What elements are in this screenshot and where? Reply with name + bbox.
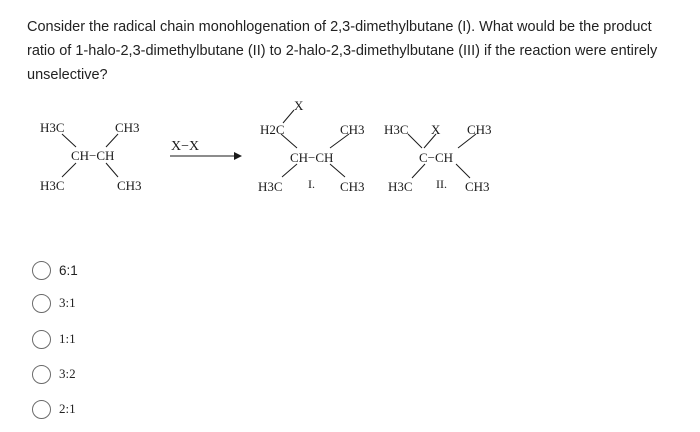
product1-top-right: CH3 [340, 122, 365, 137]
product1-bottom-right: CH3 [340, 179, 365, 194]
product1-bottom-left: H3C [258, 179, 283, 194]
reactant-center: CH−CH [71, 148, 115, 163]
reaction-scheme [0, 92, 700, 222]
reactant-bottom-right: CH3 [117, 178, 142, 193]
choice-label: 3:2 [59, 366, 76, 381]
reactant-top-left: H3C [40, 120, 65, 135]
product2-top-left: H3C [384, 122, 409, 137]
radio-button[interactable] [32, 294, 51, 313]
choice-option-3[interactable] [32, 327, 76, 351]
product1-top-left: H2C [260, 122, 285, 137]
reagent-label: X−X [171, 139, 200, 154]
choice-label: 6:1 [59, 262, 78, 278]
product2-label: II. [436, 177, 447, 191]
product2-bottom-right: CH3 [465, 179, 490, 194]
radio-button[interactable] [32, 330, 51, 349]
product2-top-right: CH3 [467, 122, 492, 137]
product1-center: CH−CH [290, 150, 334, 165]
choice-label: 3:1 [59, 295, 76, 310]
choice-option-2[interactable] [32, 291, 76, 315]
reactant-bottom-left: H3C [40, 178, 65, 193]
choice-label: 2:1 [59, 401, 76, 416]
product1-halogen: X [294, 98, 304, 113]
question-text: Consider the radical chain monohlogenation of 2,3-dimethylbutane (I). What would be the product ratio of 1-halo-2,3-dimethylbutane (II) to 2-halo-2,3-dimethylbutane (III) if the reaction were entirely unselective? [27, 19, 658, 83]
choice-label: 1:1 [59, 331, 76, 346]
product2-halogen: X [431, 122, 441, 137]
reactant-top-right: CH3 [115, 120, 140, 135]
radio-button[interactable] [32, 400, 51, 419]
choice-option-4[interactable] [32, 362, 76, 386]
choice-option-5[interactable] [32, 397, 76, 421]
radio-button[interactable] [32, 261, 51, 280]
product2-bottom-left: H3C [388, 179, 413, 194]
product1-label: I. [308, 177, 315, 191]
choice-option-1[interactable] [32, 258, 78, 282]
radio-button[interactable] [32, 365, 51, 384]
product2-center: C−CH [419, 150, 454, 165]
